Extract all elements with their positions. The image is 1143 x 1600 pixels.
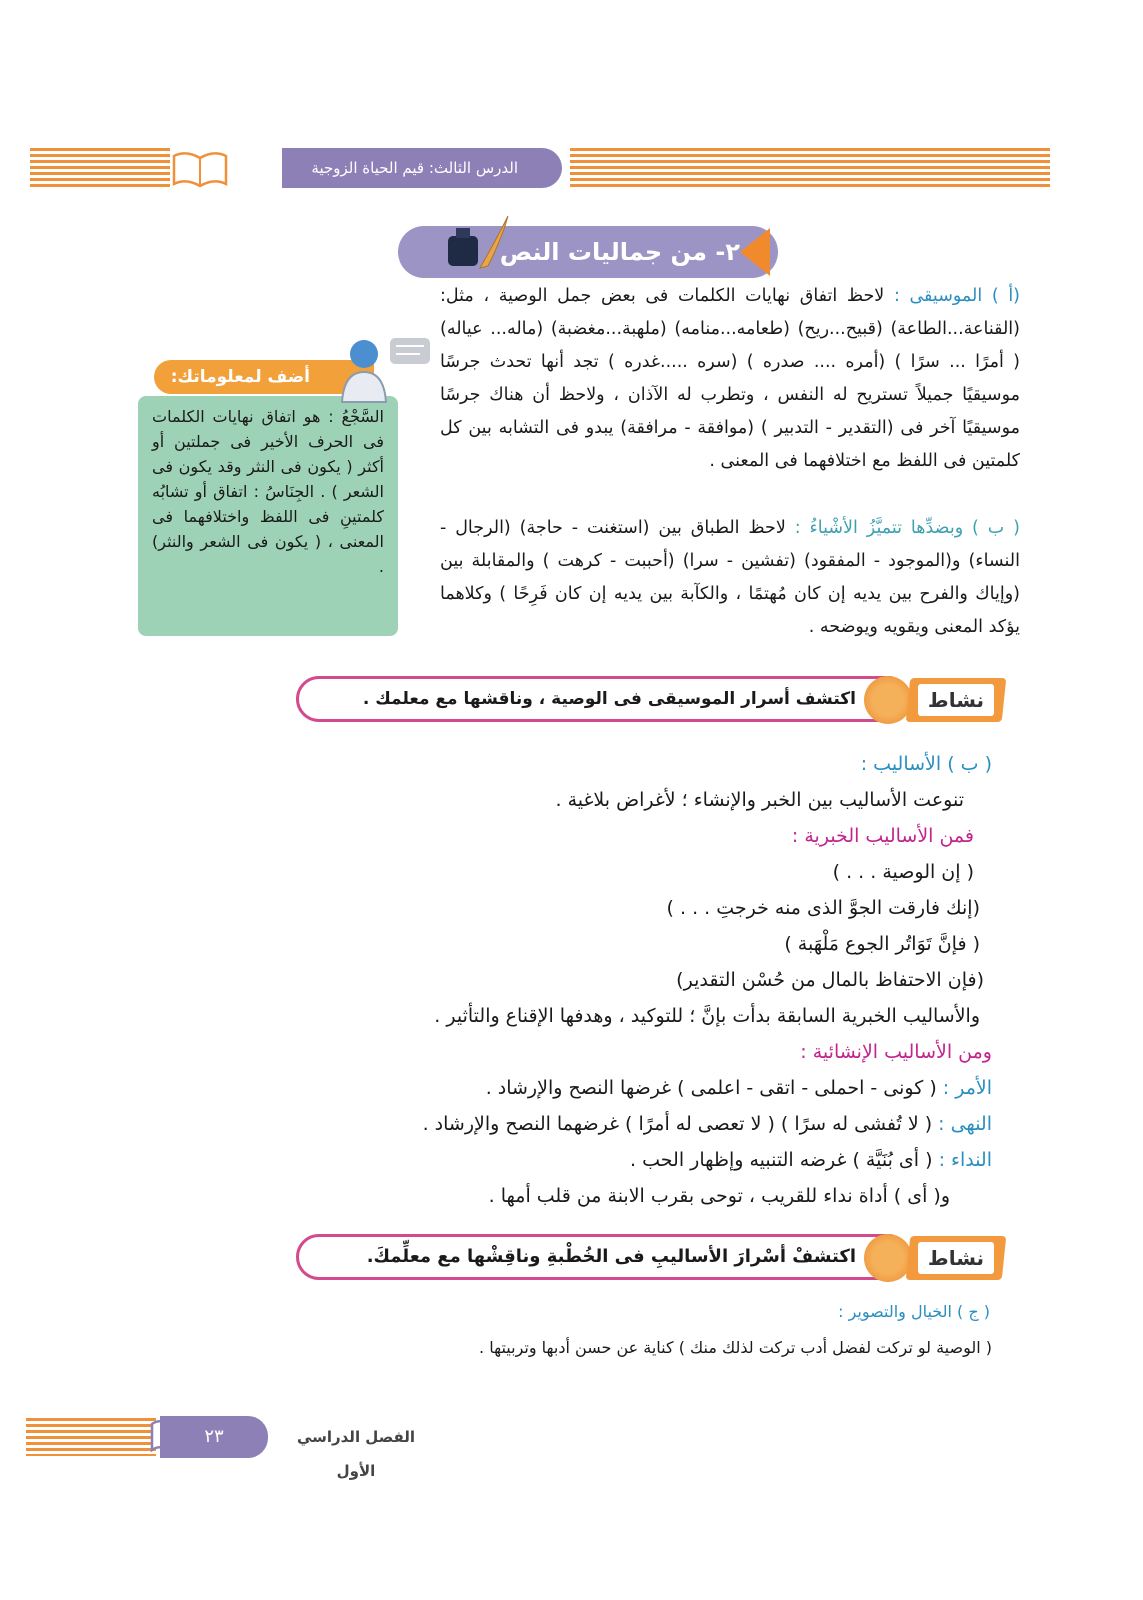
activity-2-text: اكتشفْ أسْرارَ الأساليبِ فى الخُطْبةِ وناقِشْها مع معلِّمكَ. xyxy=(366,1246,856,1267)
inshai-heading: ومن الأساليب الإنشائية : xyxy=(800,1041,992,1063)
khabari-heading: فمن الأساليب الخبرية : xyxy=(791,825,974,847)
amr-line xyxy=(300,1070,992,1106)
section-title: ٢- من جماليات النص xyxy=(398,226,778,278)
person-speech-icon xyxy=(334,332,434,408)
info-box-text: السَّجْعُ : هو اتفاق نهايات الكلمات فى الحرف الأخير فى جملتين أو أكثر ( يكون فى النثر وقد يكون فى الشعر ) . الجِنَاسُ : اتفاق أو تشابُه كلمتينِ فى اللفظ واختلافهما فى المعنى ، ( يكون فى الشعر والنثر) . xyxy=(152,407,384,576)
activity-banner-1 xyxy=(296,674,1016,726)
khabari-item-2: (إنك فارقت الجوَّ الذى منه خرجتِ . . . ) xyxy=(666,897,980,919)
sun-badge-icon xyxy=(864,676,912,724)
music-paragraph xyxy=(440,280,1020,478)
nahy-label: النهى : xyxy=(938,1113,992,1135)
activity-1-text: اكتشف أسرار الموسيقى فى الوصية ، وناقشها مع معلمك . xyxy=(362,689,856,709)
info-box-heading: أضف لمعلوماتك: xyxy=(154,360,374,394)
nidaa-label: النداء : xyxy=(938,1149,992,1171)
lesson-title: الدرس الثالث: قيم الحياة الزوجية xyxy=(282,148,562,188)
khabari-item-1: ( إن الوصية . . . ) xyxy=(832,861,974,883)
styles-intro: تنوعت الأساليب بين الخبر والإنشاء ؛ لأغراض بلاغية . xyxy=(555,789,964,811)
book-icon xyxy=(172,150,228,188)
section-accent xyxy=(740,228,770,276)
activity-banner-2 xyxy=(296,1232,1016,1284)
contrast-heading: ( ب ) وبضدِّها تتميَّزُ الأشْياءُ : xyxy=(794,518,1020,538)
inkwell-quill-icon xyxy=(436,210,516,280)
imagery-text: ( الوصية لو تركت لفضل أدب تركت لذلك منك ) كناية عن حسن أدبها وتربيتها . xyxy=(479,1338,992,1357)
nidaa-line xyxy=(400,1142,992,1178)
header-stripes-left xyxy=(30,148,170,190)
khabari-item-3: ( فإنَّ تَوَاتُر الجوع مَلْهَبة ) xyxy=(784,933,980,955)
music-heading: (أ ) الموسيقى : xyxy=(893,286,1021,306)
info-box xyxy=(138,396,398,636)
styles-heading: ( ب ) الأساليب : xyxy=(860,753,992,775)
imagery-heading: ( ج ) الخيال والتصوير : xyxy=(838,1302,990,1321)
nidaa-note: و( أى ) أداة نداء للقريب ، توحى بقرب الابنة من قلب أمها . xyxy=(488,1185,950,1207)
khabari-item-4: (فإن الاحتفاظ بالمال من حُسْن التقدير) xyxy=(676,969,984,991)
nahy-text: ( لا تُفشى له سرًا ) ( لا تعصى له أمرًا ) غرضهما النصح والإرشاد . xyxy=(422,1113,939,1135)
amr-label: الأمر : xyxy=(942,1077,992,1099)
sun-badge-icon xyxy=(864,1234,912,1282)
footer-term: الفصل الدراسي الأول xyxy=(296,1428,416,1480)
nahy-line xyxy=(270,1106,992,1142)
music-body: لاحظ اتفاق نهايات الكلمات فى بعض جمل الوصية ، مثل: (القناعة...الطاعة) (قبيح...ريح) (طعامه...منامه) (ملهبة...مغضبة) (ماله... عياله) ( أمرًا ... سرًا ) (أمره .... صدره ) (سره .....غدره ) تجد أنها تحدث جرسًا موسيقيًا جميلاً تستريح له النفس ، وتطرب له الآذان ، ولاحظ أن هناك جرسًا موسيقيًا آخر فى (التقدير - التدبير ) (موافقة - مرافقة) يبدو فى التشابه بين كل كلمتين فى اللفظ مع اختلافهما فى المعنى . xyxy=(440,286,1020,471)
footer-stripes xyxy=(26,1418,156,1456)
activity-2-tag: نشاط xyxy=(918,1242,994,1274)
nidaa-text: ( أى بُنَيَّة ) غرضه التنبيه وإظهار الحب . xyxy=(630,1149,939,1171)
contrast-body: لاحظ الطباق بين (استغنت - حاجة) (الرجال - النساء) و(الموجود - المفقود) (تفشين - سرا) (أحببت - كرهت ) والمقابلة بين (وإياك والفرح بين يديه إن كان مُهتمًا ، والكآبة بين يديه إن كان فَرِحًا ) وكلاهما يؤكد المعنى ويقويه ويوضحه . xyxy=(440,518,1020,637)
page-number: ٢٣ xyxy=(160,1416,268,1458)
contrast-paragraph xyxy=(440,512,1020,644)
amr-text: ( كونى - احملى - اتقى - اعلمى ) غرضها النصح والإرشاد . xyxy=(485,1077,943,1099)
khabari-note: والأساليب الخبرية السابقة بدأت بإنَّ ؛ للتوكيد ، وهدفها الإقناع والتأثير . xyxy=(434,1005,980,1027)
header-stripes-right xyxy=(570,148,1050,190)
activity-1-tag: نشاط xyxy=(918,684,994,716)
